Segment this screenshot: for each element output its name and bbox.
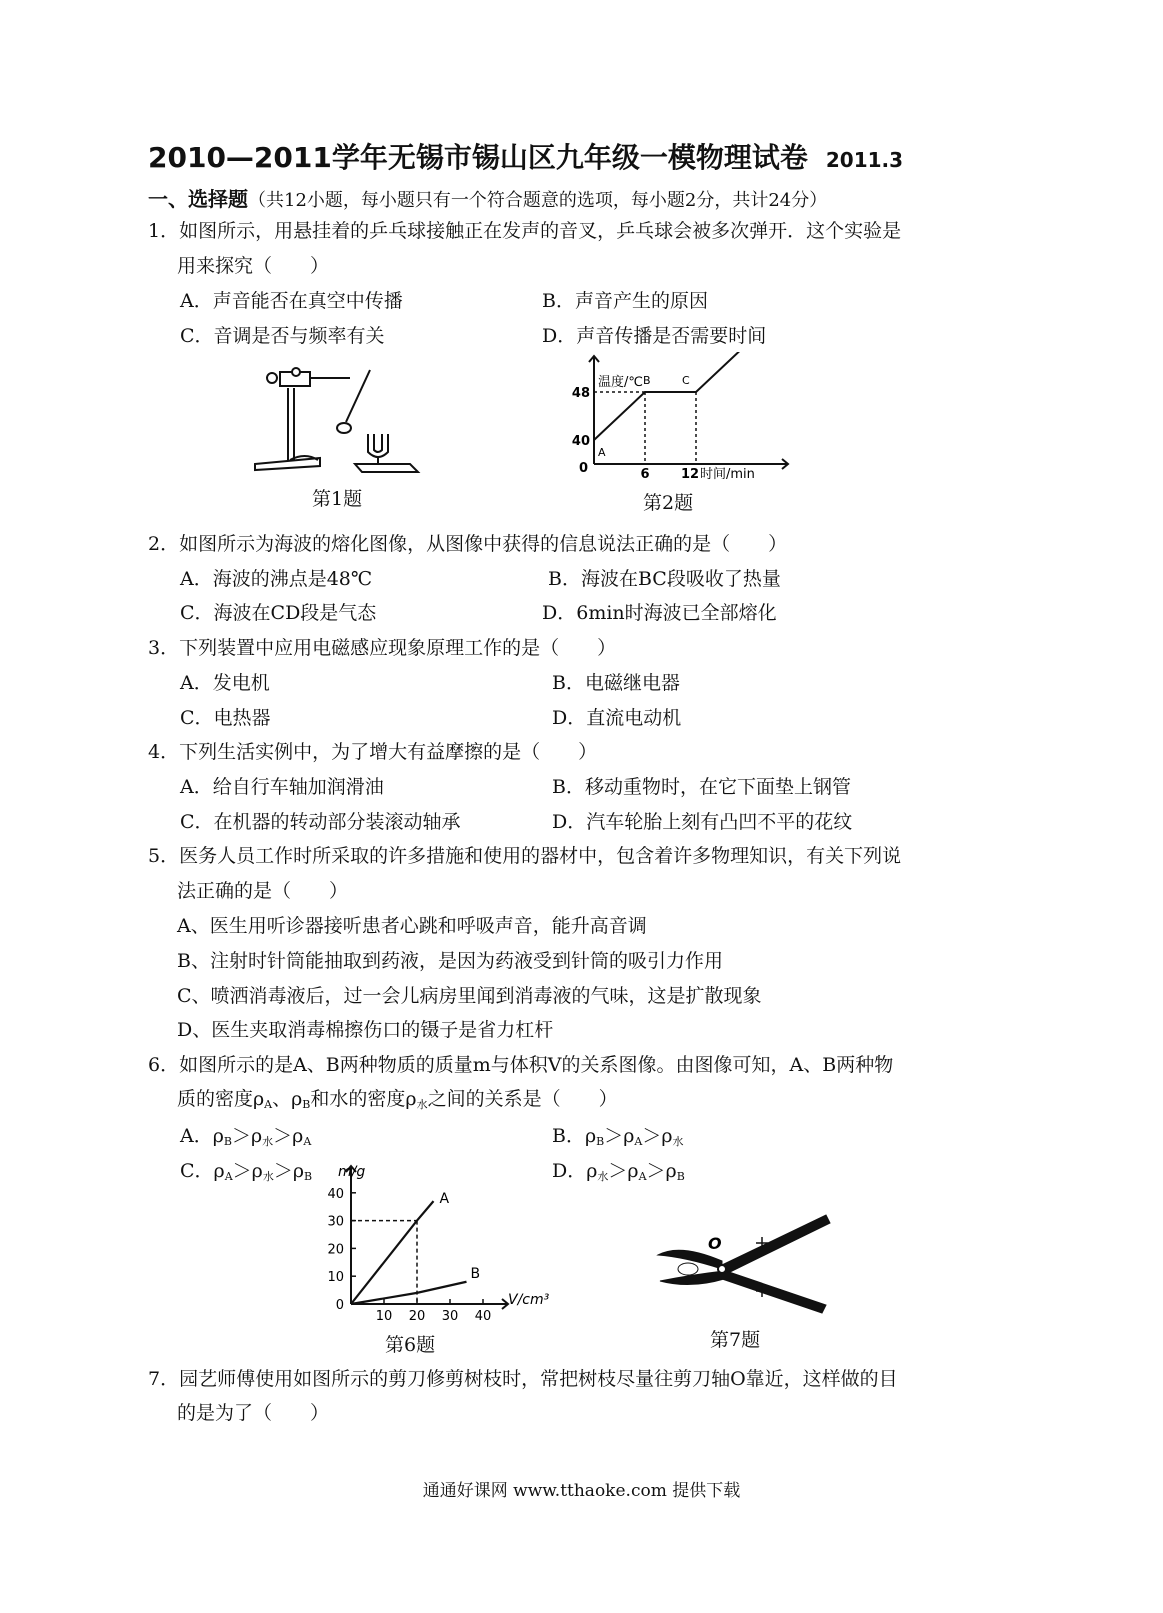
q6-text-c: 和水的密度ρ xyxy=(310,1088,417,1110)
q6b-sub2: A xyxy=(634,1135,643,1148)
q6d-sub2: A xyxy=(638,1170,647,1183)
q6a-rel1: ＞ρ xyxy=(232,1125,263,1147)
q7-stem-line1: 7．园艺师傅使用如图所示的剪刀修剪树枝时，常把树枝尽量往剪刀轴O靠近，这样做的目 xyxy=(148,1368,898,1390)
q1-stem-line1: 1．如图所示，用悬挂着的乒乓球接触正在发声的音叉，乒乓球会被多次弹开．这个实验是 xyxy=(148,220,902,242)
q6-option-c xyxy=(180,1156,312,1184)
title-date: 2011.3 xyxy=(825,148,904,172)
q6b-pre: B．ρ xyxy=(552,1125,597,1147)
fig2-ytick-48: 48 xyxy=(571,386,590,401)
q1-option-a: A．声音能否在真空中传播 xyxy=(180,290,403,312)
fig2-ytick-40: 40 xyxy=(571,434,590,449)
title-text: 2010—2011学年无锡市锡山区九年级一模物理试卷 xyxy=(148,141,808,174)
fig2-melting-chart xyxy=(560,352,800,482)
q6a-pre: A．ρ xyxy=(180,1125,224,1147)
fig6-ytick-40: 40 xyxy=(327,1186,344,1202)
q6d-pre: D．ρ xyxy=(552,1160,598,1182)
q5-stem-line1: 5．医务人员工作时所采取的许多措施和使用的器材中，包含着许多物理知识，有关下列说 xyxy=(148,845,902,867)
page-footer: 通通好课网 www.tthaoke.com 提供下载 xyxy=(422,1481,741,1501)
fig7-caption: 第7题 xyxy=(710,1329,761,1351)
fig6-xtick-40: 40 xyxy=(474,1309,492,1324)
q3-option-b: B．电磁继电器 xyxy=(552,672,680,694)
q2-stem: 2．如图所示为海波的熔化图像，从图像中获得的信息说法正确的是（ ） xyxy=(148,533,788,555)
fig2-xtick-6: 6 xyxy=(640,467,650,482)
fig7-pivot-label: O xyxy=(708,1234,722,1253)
fig2-xlabel: 时间/min xyxy=(700,467,755,482)
section-header xyxy=(148,183,827,212)
q5-option-c: C、喷洒消毒液后，过一会儿病房里闻到消毒液的气味，这是扩散现象 xyxy=(177,985,762,1007)
q6-sub-a: A xyxy=(264,1098,273,1111)
q6c-rel2: ＞ρ xyxy=(273,1160,305,1182)
q2-option-b: B．海波在BC段吸收了热量 xyxy=(548,568,781,590)
q1-option-d: D．声音传播是否需要时间 xyxy=(542,325,767,347)
fig6-caption: 第6题 xyxy=(385,1334,436,1356)
q6-text-a: 质的密度ρ xyxy=(177,1088,265,1110)
section-desc: （共12小题，每小题只有一个符合题意的选项，每小题2分，共计24分） xyxy=(248,190,828,211)
q3-option-d: D．直流电动机 xyxy=(552,707,682,729)
q6a-rel2: ＞ρ xyxy=(273,1125,304,1147)
q4-option-b: B．移动重物时，在它下面垫上钢管 xyxy=(552,776,851,798)
q2-option-a: A．海波的沸点是48℃ xyxy=(180,568,373,590)
q3-option-c: C．电热器 xyxy=(180,707,271,729)
fig6-series-b-label: B xyxy=(470,1265,481,1282)
q6c-sub3: B xyxy=(304,1170,313,1183)
q1-option-b: B．声音产生的原因 xyxy=(542,290,708,312)
q6c-sub1: A xyxy=(224,1170,233,1183)
q6b-rel1: ＞ρ xyxy=(604,1125,635,1147)
q2-option-c: C．海波在CD段是气态 xyxy=(180,602,377,624)
q6a-sub1: B xyxy=(223,1135,232,1148)
fig2-point-b: B xyxy=(643,374,651,387)
fig6-series-a-label: A xyxy=(439,1191,450,1208)
fig2-curve xyxy=(594,352,747,440)
q4-option-d: D．汽车轮胎上刻有凸凹不平的花纹 xyxy=(552,811,853,833)
q6d-rel2: ＞ρ xyxy=(646,1160,677,1182)
fig6-xtick-10: 10 xyxy=(375,1309,393,1324)
q5-option-b: B、注射时针筒能抽取到药液，是因为药液受到针筒的吸引力作用 xyxy=(177,950,723,972)
fig2-caption: 第2题 xyxy=(643,492,694,514)
fig6-ytick-20: 20 xyxy=(327,1242,344,1258)
q6-option-b xyxy=(552,1121,684,1149)
q4-option-a: A．给自行车轴加润滑油 xyxy=(180,776,384,798)
fig6-xtick-20: 20 xyxy=(408,1309,426,1324)
fig6-ylabel: m/g xyxy=(338,1164,366,1180)
q5-option-a: A、医生用听诊器接听患者心跳和呼吸声音，能升高音调 xyxy=(177,915,647,937)
fig2-origin: 0 xyxy=(578,461,588,476)
q6c-sub2: 水 xyxy=(262,1170,274,1183)
q6-stem-line1: 6．如图所示的是A、B两种物质的质量m与体积V的关系图像。由图像可知，A、B两种物 xyxy=(148,1054,894,1076)
q6a-sub2: 水 xyxy=(262,1135,274,1148)
fig6-ytick-0: 0 xyxy=(335,1298,344,1313)
q5-stem-line2: 法正确的是（ ） xyxy=(177,880,349,902)
fig2-xtick-12: 12 xyxy=(680,467,700,482)
q6b-sub1: B xyxy=(596,1135,605,1148)
fig6-xlabel: V/cm³ xyxy=(508,1292,550,1308)
q3-stem: 3．下列装置中应用电磁感应现象原理工作的是（ ） xyxy=(148,637,617,659)
q5-option-d: D、医生夹取消毒棉擦伤口的镊子是省力杠杆 xyxy=(177,1019,554,1041)
q6a-sub3: A xyxy=(303,1135,312,1148)
fig7-shears-illustration xyxy=(650,1205,840,1320)
q6b-sub3: 水 xyxy=(672,1135,684,1148)
q6-sub-water: 水 xyxy=(416,1098,428,1111)
fig6-series-b-line xyxy=(351,1282,467,1304)
fig6-mass-volume-chart xyxy=(316,1160,566,1326)
q7-stem-line2: 的是为了（ ） xyxy=(177,1402,330,1424)
q6c-rel1: ＞ρ xyxy=(232,1160,263,1182)
q2-option-d: D．6min时海波已全部熔化 xyxy=(542,602,777,624)
fig1-caption: 第1题 xyxy=(312,488,363,510)
fig6-ytick-10: 10 xyxy=(327,1270,344,1286)
q6-text-b: 、ρ xyxy=(272,1088,303,1110)
q6d-sub3: B xyxy=(676,1170,685,1183)
q6-option-d xyxy=(552,1156,685,1184)
q1-option-c: C．音调是否与频率有关 xyxy=(180,325,385,347)
page-title xyxy=(148,136,903,176)
q6c-pre: C．ρ xyxy=(180,1160,225,1182)
fig6-series-a-line xyxy=(351,1201,434,1304)
q6b-rel2: ＞ρ xyxy=(642,1125,673,1147)
q3-option-a: A．发电机 xyxy=(180,672,270,694)
fig2-ylabel: 温度/℃ xyxy=(598,375,643,390)
fig6-ytick-30: 30 xyxy=(327,1214,344,1230)
q6-sub-b: B xyxy=(302,1098,311,1111)
fig2-point-a: A xyxy=(598,446,606,459)
q1-stem-line2: 用来探究（ ） xyxy=(177,255,330,277)
q6d-rel1: ＞ρ xyxy=(608,1160,639,1182)
fig2-point-c: C xyxy=(682,374,690,387)
q6-text-d: 之间的关系是（ ） xyxy=(427,1088,618,1110)
q6-option-a xyxy=(180,1121,311,1149)
q6-stem-line2 xyxy=(177,1084,618,1112)
section-head: 一、选择题 xyxy=(148,187,248,211)
q4-option-c: C．在机器的转动部分装滚动轴承 xyxy=(180,811,461,833)
q4-stem: 4．下列生活实例中，为了增大有益摩擦的是（ ） xyxy=(148,741,598,763)
fig6-xtick-30: 30 xyxy=(441,1309,459,1324)
q6d-sub1: 水 xyxy=(597,1170,609,1183)
fig1-tuning-fork-illustration xyxy=(250,360,430,480)
